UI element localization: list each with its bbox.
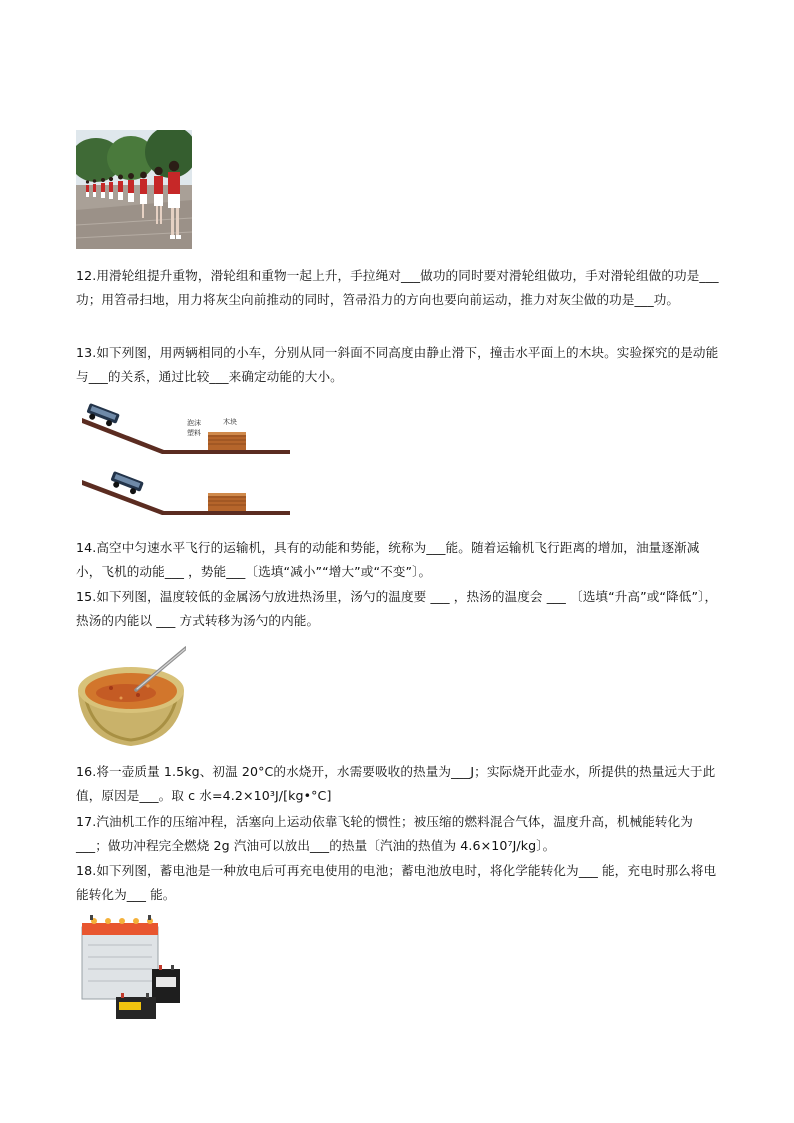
soup-bowl-photo <box>76 640 186 750</box>
question-18: 18.如下列图，蓄电池是一种放电后可再充电使用的电池；蓄电池放电时，将化学能转化为___ 能，充电时那么将电能转化为___ 能。 <box>76 863 717 902</box>
block-label: 木块 <box>223 418 237 426</box>
foam-label: 泡沫 <box>187 419 201 427</box>
question-16: 16.将一壶质量 1.5kg、初温 20°C的水烧开，水需要吸收的热量为___J；实际烧开此壶水，所提供的热量远大于此值，原因是___。取 c 水=4.2×10³J/[kg•°C] <box>76 764 716 803</box>
ramp-experiment-figure <box>80 398 294 523</box>
question-14: 14.高空中匀速水平飞行的运输机，具有的动能和势能，统称为___能。随着运输机飞行距离的增加，油量逐渐减小，飞机的动能___ ，势能___〔选填“减小”“增大”或“不变”〕。 <box>76 540 700 579</box>
question-15: 15.如下列图，温度较低的金属汤勺放进热汤里，汤勺的温度要 ___ ，热汤的温度会 ___ 〔选填“升高”或“降低”〕，热汤的内能以 ___ 方式转移为汤勺的内能。 <box>76 589 718 628</box>
question-13: 13.如下列图，用两辆相同的小车，分别从同一斜面不同高度由静止滑下，撞击水平面上的木块。实验探究的是动能与___的关系，通过比较___来确定动能的大小。 <box>76 345 719 384</box>
question-12: 12.用滑轮组提升重物，滑轮组和重物一起上升，手拉绳对___做功的同时要对滑轮组做功，手对滑轮组做的功是___功；用笤帚扫地，用力将灰尘向前推动的同时，笤帚沿力的方向也要向前运动，推力对灰尘做的功是___功。 <box>76 268 719 307</box>
plastic-label: 塑料 <box>187 429 201 437</box>
question-17: 17.汽油机工作的压缩冲程，活塞向上运动依靠飞轮的惯性；被压缩的燃料混合气体，温度升高，机械能转化为___；做功冲程完全燃烧 2g 汽油可以放出___的热量〔汽油的热值为 4.6×10⁷J/kg〕。 <box>76 814 693 853</box>
battery-photo <box>76 913 186 1028</box>
dancers-photo <box>76 130 192 249</box>
